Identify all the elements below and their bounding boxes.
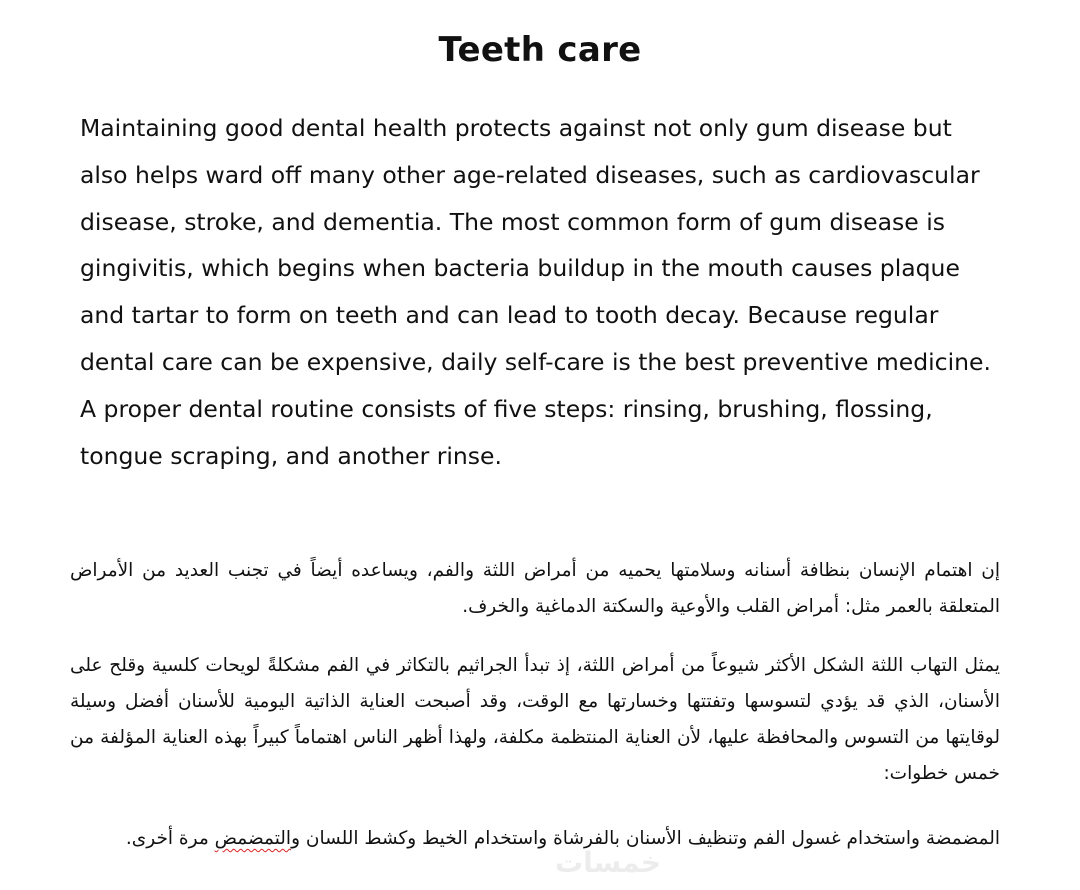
arabic-paragraph-3-end: مرة أخرى. — [125, 828, 215, 849]
spellcheck-flagged-word[interactable]: التمضمض — [214, 828, 292, 849]
arabic-paragraph-3 — [70, 821, 1000, 857]
document-title: Teeth care — [438, 30, 642, 70]
arabic-paragraph-1: إن اهتمام الإنسان بنظافة أسنانه وسلامتها يحميه من أمراض اللثة والفم، ويساعده أيضاً في تجنب العديد من الأمراض المتعلقة بالعمر مثل: أمراض القلب والأوعية والسكتة الدماغية والخرف. — [70, 560, 1000, 617]
english-paragraph: Maintaining good dental health protects against not only gum disease but also helps ward off many other age-related diseases, such as cardiovascular disease, stroke, and dementia. The most common form of gum disease is gingivitis, which begins when bacteria buildup in the mouth causes plaque and tartar to form on teeth and can lead to tooth decay. Because regular dental care can be expensive, daily self-care is the best preventive medicine. A proper dental routine consists of five steps: rinsing, brushing, flossing, tongue scraping, and another rinse. — [80, 114, 991, 470]
arabic-paragraph-2: يمثل التهاب اللثة الشكل الأكثر شيوعاً من أمراض اللثة، إذ تبدأ الجراثيم بالتكاثر في الفم مشكلةً لويحات كلسية وقلح على الأسنان، الذي قد يؤدي لتسوسها وتفتتها وخسارتها مع الوقت، وقد أصبحت العناية الذاتية اليومية للأسنان أفضل وسيلة لوقايتها من التسوس والمحافظة عليها، لأن العناية المنتظمة مكلفة، ولهذا أظهر الناس اهتماماً كبيراً بهذه العناية المؤلفة من خمس خطوات: — [70, 655, 1000, 784]
arabic-paragraph-3-start: المضمضة واستخدام غسول الفم وتنظيف الأسنان بالفرشاة واستخدام الخيط وكشط اللسان و — [291, 828, 1000, 849]
khamsat-watermark-logo — [548, 842, 668, 882]
watermark-text: خمسات — [554, 846, 662, 879]
